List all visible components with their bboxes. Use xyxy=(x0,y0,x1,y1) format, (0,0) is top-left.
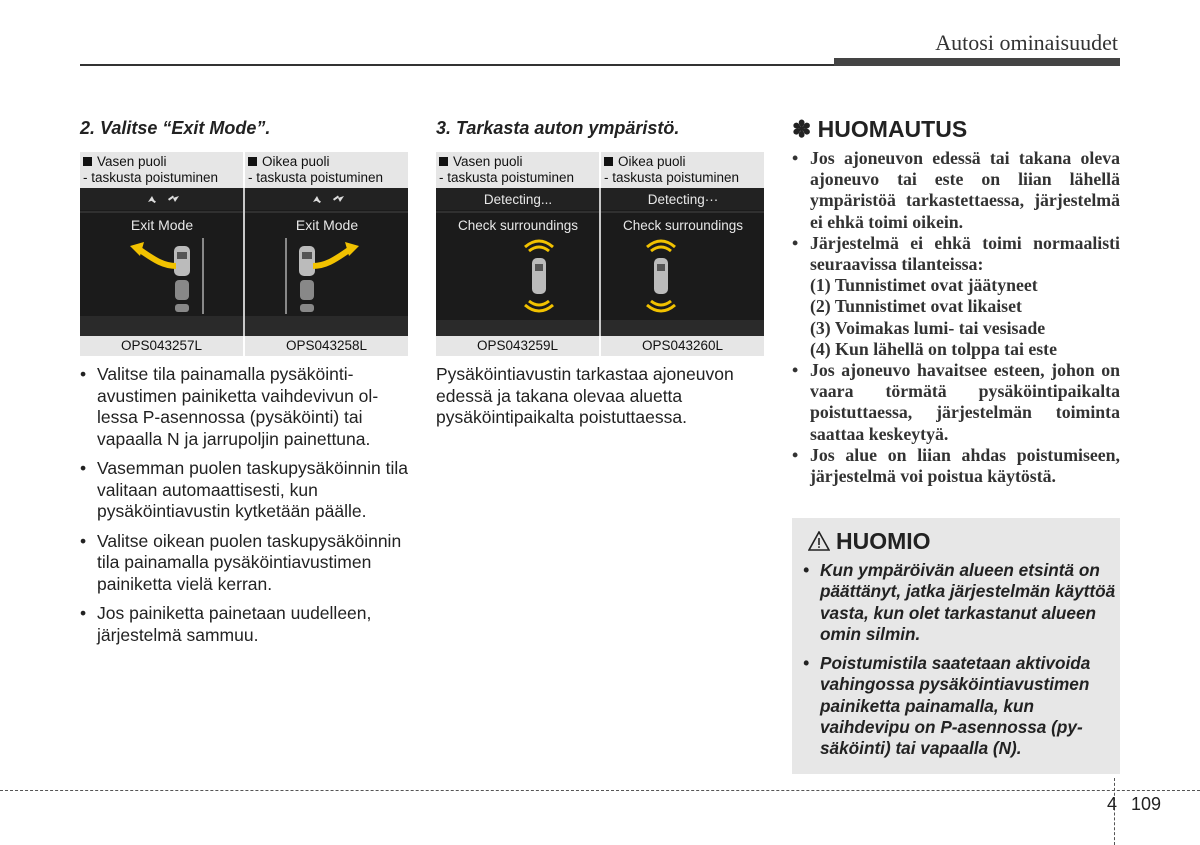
figure-code-left: OPS043257L xyxy=(80,336,243,356)
list-item: • Vasemman puolen taskupysäköinnin tila valitaan automaattisesti, kun pysäköintiavustin kytketään päälle. xyxy=(80,458,410,523)
figure-code-right: OPS043258L xyxy=(245,336,408,356)
list-subitem: (1) Tunnistimet ovat jäätyneet xyxy=(810,275,1038,296)
list-subitem: (3) Voimakas lumi- tai vesisade xyxy=(810,317,1046,338)
list-item: • Jos ajoneuvon edessä tai takana oleva ajoneuvo tai este on liian lähellä ympäristöä tarkastettaessa, järjestelmä ei ehkä toimi oikein. xyxy=(792,148,1120,233)
caution-list xyxy=(800,560,1116,768)
figure-left-caption: Vasen puoli - taskusta poistuminen xyxy=(80,152,243,188)
square-bullet-icon xyxy=(83,157,92,166)
step-2-heading: 2. Valitse “Exit Mode”. xyxy=(80,118,271,138)
list-item: • Poistumistila saatetaan aktivoida vahingossa pysäköintiavustimen painiketta painamalla, kun vaihdevipu on P-asennossa (pysäköinti) tai vapaalla (N). xyxy=(800,653,1116,759)
square-bullet-icon xyxy=(439,157,448,166)
header-accent-bar xyxy=(834,58,1120,66)
screen-detecting-right xyxy=(601,188,764,336)
car-icon xyxy=(654,258,668,294)
figure-right-caption: Oikea puoli - taskusta poistuminen xyxy=(601,152,764,188)
sensor-waves-front-icon xyxy=(525,241,553,251)
svg-text:Exit Mode: Exit Mode xyxy=(130,217,194,233)
figure-left-caption: Vasen puoli - taskusta poistuminen xyxy=(436,152,599,188)
list-item: • Kun ympäröivän alueen etsintä on päättänyt, jatka järjestelmän käyttöä vasta, kun olet tarkastanut alueen omin silmin. xyxy=(800,560,1116,645)
figure-code-left: OPS043259L xyxy=(436,336,599,356)
caution-heading: HUOMIO xyxy=(808,528,931,555)
note-list xyxy=(792,148,1120,487)
page-header-title: Autosi ominaisuudet xyxy=(935,30,1118,55)
svg-text:Detecting···: Detecting··· xyxy=(647,192,719,207)
car-icon xyxy=(299,246,315,312)
exit-arrow-icon xyxy=(313,250,349,266)
figure-divider xyxy=(243,188,245,336)
figure-code-right: OPS043260L xyxy=(601,336,764,356)
step-2-bullets xyxy=(80,364,410,654)
list-item: • Jos painiketta painetaan uudelleen, järjestelmä sammuu. xyxy=(80,603,410,646)
car-icon xyxy=(174,246,190,312)
figure-check-surroundings xyxy=(436,152,764,356)
step-3-body: Pysäköintiavustin tarkastaa ajoneuvon edessä ja takana olevaa aluetta pysäköintipaikalta poistuttaessa. xyxy=(436,364,734,427)
footer-dashed-rule xyxy=(0,790,1200,791)
sensor-waves-rear-icon xyxy=(525,301,553,311)
note-heading: ✽ HUOMAUTUS xyxy=(792,116,968,142)
svg-text:Check surroundings: Check surroundings xyxy=(457,218,579,233)
car-icon xyxy=(532,258,546,294)
screen-exit-mode-right xyxy=(245,188,408,336)
list-item: • Jos ajoneuvo havaitsee esteen, johon on vaara törmätä pysäköintipaikalta poistuttaessa, järjestelmän toiminta saattaa keskeytyä. xyxy=(792,360,1120,445)
svg-text:Check surroundings: Check surroundings xyxy=(622,218,744,233)
list-item: • Järjestelmä ei ehkä toimi normaalisti seuraavissa tilanteissa: xyxy=(792,233,1120,275)
step-3-heading: 3. Tarkasta auton ympäristö. xyxy=(436,118,680,138)
page-number: 4 109 xyxy=(1107,794,1162,814)
figure-exit-mode xyxy=(80,152,408,356)
list-item: • Valitse oikean puolen taskupysäköinnin tila painamalla pysäköintiavustimen painiketta vielä kerran. xyxy=(80,531,410,596)
square-bullet-icon xyxy=(604,157,613,166)
list-subitem: (2) Tunnistimet ovat likaiset xyxy=(810,296,1022,317)
screen-detecting-left xyxy=(436,188,599,336)
exit-arrow-icon xyxy=(140,250,176,266)
list-item: • Jos alue on liian ahdas poistumiseen, järjestelmä voi poistua käytöstä. xyxy=(792,445,1120,487)
warning-triangle-icon xyxy=(808,531,830,551)
figure-right-caption: Oikea puoli - taskusta poistuminen xyxy=(245,152,408,188)
svg-text:Detecting...: Detecting... xyxy=(483,192,553,207)
svg-text:Exit Mode: Exit Mode xyxy=(295,217,359,233)
asterisk-icon: ✽ xyxy=(792,116,812,142)
list-subitem: (4) Kun lähellä on tolppa tai este xyxy=(810,338,1057,359)
screen-exit-mode-left xyxy=(80,188,243,336)
list-item: • Valitse tila painamalla pysäköintiavustimen painiketta vaihdevivun ollessa P-asennossa (pysäköinti) tai vapaalla N ja jarrupoljin painettuna. xyxy=(80,364,410,450)
sensor-waves-front-icon xyxy=(647,241,675,251)
figure-divider xyxy=(599,188,601,336)
sensor-waves-rear-icon xyxy=(647,301,675,311)
square-bullet-icon xyxy=(248,157,257,166)
